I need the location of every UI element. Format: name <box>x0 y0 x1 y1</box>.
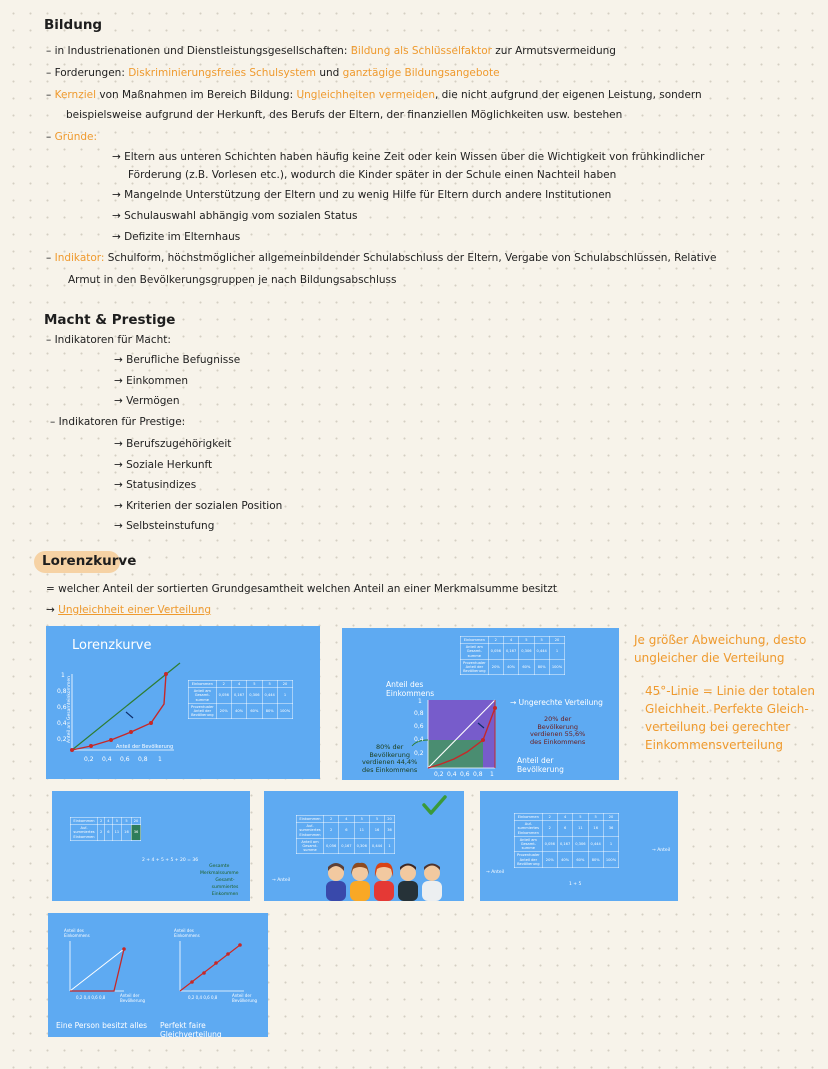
person-avatar <box>326 863 346 901</box>
table-cell: 40% <box>557 852 572 868</box>
anteil-arrow-label: → Anteil <box>272 878 291 883</box>
note-45-line-4: Einkommensverteilung <box>645 738 784 752</box>
note-45-linie <box>645 682 815 754</box>
table-cell: 11 <box>354 823 369 839</box>
x-tick: 0,2 <box>188 995 195 1000</box>
annot-80 <box>362 744 417 774</box>
chart2-ylabel <box>174 929 200 938</box>
merkmalssumme-line-2: Merkmalssumme <box>200 871 239 876</box>
slide-title: Lorenzkurve <box>72 638 152 653</box>
merkmalssumme-label <box>200 863 239 877</box>
table-cell: 20% <box>488 659 503 675</box>
table-cell: 80% <box>262 703 277 719</box>
chart1-ylabel <box>64 929 90 938</box>
curve-point <box>226 952 230 956</box>
y-axis-label-line-1: Anteil des <box>386 680 424 689</box>
annot-80-line-2: Bevölkerung <box>369 750 410 759</box>
curve-point <box>481 738 485 742</box>
table-cell: 0,167 <box>339 838 354 854</box>
y-axis-label-line-2: Einkommens <box>386 689 435 698</box>
table-cell: 20 <box>603 814 618 821</box>
gruende-label: – Gründe: <box>46 131 98 143</box>
curve-point <box>70 748 74 752</box>
table-cell: 2 <box>488 637 503 644</box>
y-tick: 0,8 <box>57 688 67 695</box>
bildung-line-1: – in Industrienationen und Dienstleistungsgesellschaften: Bildung als Schlüsselfaktor zur Armutsvermeidung <box>46 45 616 57</box>
table-cell: Anteil am Gesamt-summe <box>189 688 217 704</box>
slide3-table <box>70 817 141 841</box>
table-cell: Anteil am Gesamt-summe <box>461 644 489 660</box>
slide1-table <box>188 680 293 719</box>
y-axis-label <box>386 680 434 698</box>
x-tick: 1 <box>490 771 494 778</box>
table-cell: 1 <box>277 688 292 704</box>
table-cell: 2 <box>542 814 557 821</box>
slide-anteil-gesamtsumme <box>264 791 464 901</box>
y-axis-label: Anteil am Gesamteinkommen <box>66 676 72 743</box>
chart1-ylabel-line-1: Anteil des <box>64 928 84 933</box>
annot-20-line-3: verdienen 55,6% <box>530 730 586 738</box>
table-cell: 0,306 <box>573 836 588 852</box>
lorenz-ungleichheit: → Ungleichheit einer Verteilung <box>46 604 212 616</box>
chart1-xticks <box>76 994 105 1001</box>
curve-point <box>109 738 113 742</box>
reason-2: → Mangelnde Unterstützung der Eltern und zu wenig Hilfe für Eltern durch andere Institutionen <box>112 189 612 201</box>
table-cell: 0,167 <box>503 644 518 660</box>
slide-ungerechte-verteilung <box>342 628 619 780</box>
table-row <box>71 825 141 841</box>
table-cell: Prozentualer Anteil der Bevölkerung <box>461 659 489 675</box>
annot-80-line-1: 80% der <box>375 743 404 751</box>
table-cell: 1 <box>385 838 395 854</box>
table-cell: 2 <box>216 681 231 688</box>
table-cell: 4 <box>231 681 246 688</box>
x-tick: 0,2 <box>76 995 83 1000</box>
x-tick: 0,6 <box>120 756 130 763</box>
table-cell: 2 <box>98 825 105 841</box>
table-cell: Einkommen <box>189 681 217 688</box>
chart2-xlabel-line-2: Bevölkerung <box>232 997 258 1003</box>
table-cell: 5 <box>573 814 588 821</box>
chart1-ylabel-line-2: Einkommens <box>64 932 90 938</box>
curve-point <box>202 971 206 975</box>
table-cell: 80% <box>588 852 603 868</box>
table-cell: 5 <box>112 818 122 825</box>
y-tick: 0,4 <box>57 720 67 727</box>
area-80-percent <box>428 740 483 768</box>
bildung-line-2: – Forderungen: Diskriminierungsfreies Schulsystem und ganztägige Bildungsangebote <box>46 67 500 79</box>
table-cell: Prozentualer Anteil der Bevölkerung <box>189 703 217 719</box>
table-cell: Einkommen <box>461 637 489 644</box>
x-tick: 0,8 <box>138 756 148 763</box>
chart2-xlabel-line-1: Anteil der <box>232 993 252 998</box>
table-row <box>189 703 293 719</box>
note-abweichung <box>634 631 806 667</box>
summiert-line-1: Gesamt- <box>215 878 235 883</box>
note-45-line-3: verteilung bei gerechter <box>645 720 791 734</box>
table-cell: 2 <box>98 818 105 825</box>
table-cell: 100% <box>549 659 564 675</box>
table-cell: 6 <box>105 825 112 841</box>
lorenz-curve-equal <box>180 945 240 991</box>
left-anteil-label: → Anteil <box>486 870 505 875</box>
table-cell: 16 <box>369 823 384 839</box>
table-cell: 20% <box>542 852 557 868</box>
reason-1-cont: Förderung (z.B. Vorlesen etc.), wodurch die Kinder später in der Schule einen Nachteil haben <box>128 169 617 181</box>
annot-80-line-3: verdienen 44,4% <box>362 758 418 766</box>
y-tick: 0,6 <box>57 704 67 711</box>
reason-1: → Eltern aus unteren Schichten haben häufig keine Zeit oder kein Wissen über die Wichtigkeit von frühkindlicher <box>112 151 705 163</box>
table-cell: Prozentualer Anteil der Bevölkerung <box>515 852 543 868</box>
table-cell: 16 <box>588 821 603 837</box>
chart2-caption: Perfekt faire Gleichverteilung <box>160 1021 222 1037</box>
table-cell: 0,306 <box>247 688 262 704</box>
summiert-line-2: summiertes Einkommen <box>211 885 239 897</box>
macht-indikatoren-label: – Indikatoren für Macht: <box>46 334 171 346</box>
table-cell: 20 <box>131 818 141 825</box>
y-tick: 1 <box>61 672 65 679</box>
chart2-ylabel-line-2: Einkommens <box>174 932 200 938</box>
x-tick: 0,4 <box>447 771 457 778</box>
prestige-indikatoren-label: – Indikatoren für Prestige: <box>50 416 186 428</box>
curve-point <box>238 943 242 947</box>
table-cell: 20% <box>216 703 231 719</box>
x-tick: 0,2 <box>434 771 444 778</box>
table-cell: 11 <box>573 821 588 837</box>
y-tick: 1 <box>418 698 422 705</box>
table-cell: 2 <box>324 823 339 839</box>
table-row <box>71 818 141 825</box>
table-row <box>515 821 619 837</box>
check-icon <box>424 797 445 813</box>
gap-arrow <box>126 712 133 718</box>
annot-80-line-4: des Einkommens <box>362 765 418 774</box>
chart1-xlabel-line-2: Bevölkerung <box>120 997 146 1003</box>
table-cell: 0,444 <box>534 644 549 660</box>
people-illustration <box>264 791 464 901</box>
annot-20-line-4: des Einkommens <box>530 737 586 746</box>
x-tick: 0,4 <box>83 995 91 1000</box>
table-cell: 0,056 <box>324 838 339 854</box>
prestige-item-4: → Kriterien der sozialen Position <box>114 500 283 512</box>
table-cell: 5 <box>369 816 384 823</box>
table-cell: Auf-summiertes Einkommen <box>515 821 543 837</box>
summiert-label <box>200 877 250 898</box>
y-tick: 0,8 <box>414 710 424 717</box>
x-tick: 0,6 <box>91 995 98 1000</box>
table-cell: 4 <box>339 816 354 823</box>
bildung-line-4: beispielsweise aufgrund der Herkunft, des Berufs der Eltern, der finanziellen Möglichkeiten usw. bestehen <box>66 109 623 121</box>
prestige-item-3: → Statusindizes <box>114 479 197 491</box>
table-cell: 6 <box>557 821 572 837</box>
table-cell: 0,167 <box>557 836 572 852</box>
merkmalssumme-line-1: Gesamte <box>209 864 230 869</box>
table-cell: 36 <box>131 825 141 841</box>
note-abweichung-line-2: ungleicher die Verteilung <box>634 651 785 665</box>
table-cell: 20 <box>385 816 395 823</box>
bildung-line-3: – Kernziel von Maßnahmen im Bereich Bildung: Ungleichheiten vermeiden, die nicht aufgrund der eigenen Leistung, sondern <box>46 89 702 101</box>
table-cell: 0,056 <box>216 688 231 704</box>
chart2-xticks <box>188 994 217 1001</box>
x-tick: 0,8 <box>473 771 483 778</box>
macht-item-1: → Berufliche Befugnisse <box>114 354 241 366</box>
table-cell: 0,444 <box>588 836 603 852</box>
table-cell: 20 <box>277 681 292 688</box>
note-abweichung-line-1: Je größer Abweichung, desto <box>634 633 807 647</box>
table-cell: Anteil am Gesamt-summe <box>297 838 324 854</box>
bildung-heading: Bildung <box>44 17 103 33</box>
chart2-xlabel <box>232 994 257 1003</box>
table-row <box>515 836 619 852</box>
right-anteil-label: → Anteil <box>652 848 671 853</box>
table-cell: 1 <box>549 644 564 660</box>
x-tick: 0,8 <box>210 995 218 1000</box>
annot-20 <box>530 716 585 746</box>
y-tick: 0,6 <box>414 723 424 730</box>
table-cell: Einkommen <box>71 818 98 825</box>
x-axis-label-line-1: Anteil der <box>517 756 554 765</box>
table-row <box>515 852 619 868</box>
table-cell: 2 <box>324 816 339 823</box>
table-cell: 1 <box>603 836 618 852</box>
curve-point <box>149 721 153 725</box>
chart1-xlabel-line-1: Anteil der <box>120 993 140 998</box>
table-cell: 40% <box>231 703 246 719</box>
equality-line <box>72 663 180 750</box>
note-45-line-2: Gleichheit. Perfekte Gleich- <box>645 702 809 716</box>
table-cell: 4 <box>503 637 518 644</box>
table-cell: 60% <box>573 852 588 868</box>
macht-item-3: → Vermögen <box>114 395 180 407</box>
table-cell: Auf-summiertes Einkommen <box>297 823 324 839</box>
curve-point <box>190 980 194 984</box>
annot-20-line-2: Bevölkerung <box>537 722 578 731</box>
y-tick: 0,2 <box>414 750 424 757</box>
table-cell: 5 <box>534 637 549 644</box>
table-cell: 60% <box>519 659 534 675</box>
table-cell: 5 <box>519 637 534 644</box>
slide-lorenzkurve <box>46 626 320 779</box>
table-cell: 2 <box>542 821 557 837</box>
table-cell: 20 <box>549 637 564 644</box>
table-row <box>189 688 293 704</box>
indikator-line-2: Armut in den Bevölkerungsgruppen je nach Bildungsabschluss <box>68 274 397 286</box>
slide5-table <box>514 813 619 868</box>
table-row <box>515 814 619 821</box>
x-tick: 0,8 <box>98 995 106 1000</box>
table-cell: 4 <box>557 814 572 821</box>
sum-formula: 2 + 4 + 5 + 5 + 20 = 36 <box>142 858 199 863</box>
y-tick: 0,4 <box>414 736 424 743</box>
x-tick: 0,6 <box>460 771 470 778</box>
table-cell: 0,444 <box>262 688 277 704</box>
chart1-caption: Eine Person besitzt alles <box>56 1021 148 1030</box>
table-cell: 0,306 <box>354 838 369 854</box>
x-tick: 0,4 <box>102 756 112 763</box>
table-cell: Einkommen <box>515 814 543 821</box>
lorenz-definition: = welcher Anteil der sortierten Grundgesamtheit welchen Anteil an einer Merkmalsumme besitzt <box>46 583 558 595</box>
table-cell: 0,444 <box>369 838 384 854</box>
prestige-item-2: → Soziale Herkunft <box>114 459 213 471</box>
table-cell: 80% <box>534 659 549 675</box>
table-cell: 60% <box>247 703 262 719</box>
table-cell: 100% <box>277 703 292 719</box>
fraction-label: 1 + 5 <box>569 882 582 887</box>
table-cell: 36 <box>603 821 618 837</box>
table-cell: 0,306 <box>519 644 534 660</box>
slide-extremfaelle <box>48 913 268 1037</box>
chart1-xlabel <box>120 994 145 1003</box>
table-cell: Einkommen <box>297 816 324 823</box>
table-cell: 0,167 <box>231 688 246 704</box>
note-45-line-1: 45°-Linie = Linie der totalen <box>645 684 815 698</box>
table-cell: 5 <box>122 818 132 825</box>
lorenz-heading: Lorenzkurve <box>42 553 137 569</box>
annot-20-line-1: 20% der <box>543 715 572 723</box>
prestige-item-5: → Selbsteinstufung <box>114 520 215 532</box>
x-tick: 0,6 <box>203 995 210 1000</box>
table-cell: 100% <box>603 852 618 868</box>
y-tick: 0,2 <box>57 736 67 743</box>
table-cell: 6 <box>339 823 354 839</box>
indikator-line: – Indikator: Schulform, höchstmöglicher allgemeinbildender Schulabschluss der Eltern, Vergabe von Schulabschlüssen, Relative <box>46 252 717 264</box>
chart2-ylabel-line-1: Anteil des <box>174 928 194 933</box>
x-tick: 1 <box>158 756 162 763</box>
table-cell: 0,056 <box>488 644 503 660</box>
x-axis-label <box>517 756 564 774</box>
person-avatar <box>374 863 394 901</box>
curve-point <box>89 744 93 748</box>
table-cell: 5 <box>247 681 262 688</box>
curve-point <box>214 961 218 965</box>
curve-point <box>129 730 133 734</box>
person-avatar <box>422 864 442 902</box>
table-cell: 16 <box>122 825 132 841</box>
curve-point <box>493 706 497 710</box>
curve-point <box>122 947 126 951</box>
table-cell: Auf-summiertes Einkommen <box>71 825 98 841</box>
prestige-item-1: → Berufszugehörigkeit <box>114 438 232 450</box>
table-cell: 4 <box>105 818 112 825</box>
table-cell: 36 <box>385 823 395 839</box>
table-cell: 5 <box>262 681 277 688</box>
table-row <box>189 681 293 688</box>
table-cell: 40% <box>503 659 518 675</box>
slide-prozentualer-anteil <box>480 791 678 901</box>
table-cell: 11 <box>112 825 122 841</box>
slide-aufsummiertes-einkommen <box>52 791 250 901</box>
reason-4: → Defizite im Elternhaus <box>112 231 241 243</box>
table-cell: Anteil am Gesamt-summe <box>515 836 543 852</box>
curve-point <box>164 672 168 676</box>
ungerecht-label: → Ungerechte Verteilung <box>510 698 603 707</box>
x-tick: 0,2 <box>84 756 94 763</box>
x-axis-label: Anteil der Bevölkerung <box>116 744 174 750</box>
person-avatar <box>350 863 370 901</box>
person-avatar <box>398 864 418 902</box>
reason-3: → Schulauswahl abhängig vom sozialen Status <box>112 210 358 222</box>
table-cell: 5 <box>588 814 603 821</box>
macht-item-2: → Einkommen <box>114 375 189 387</box>
table-cell: 5 <box>354 816 369 823</box>
x-tick: 0,4 <box>195 995 203 1000</box>
x-axis-label-line-2: Bevölkerung <box>517 765 564 774</box>
macht-heading: Macht & Prestige <box>44 312 176 328</box>
table-cell: 0,056 <box>542 836 557 852</box>
